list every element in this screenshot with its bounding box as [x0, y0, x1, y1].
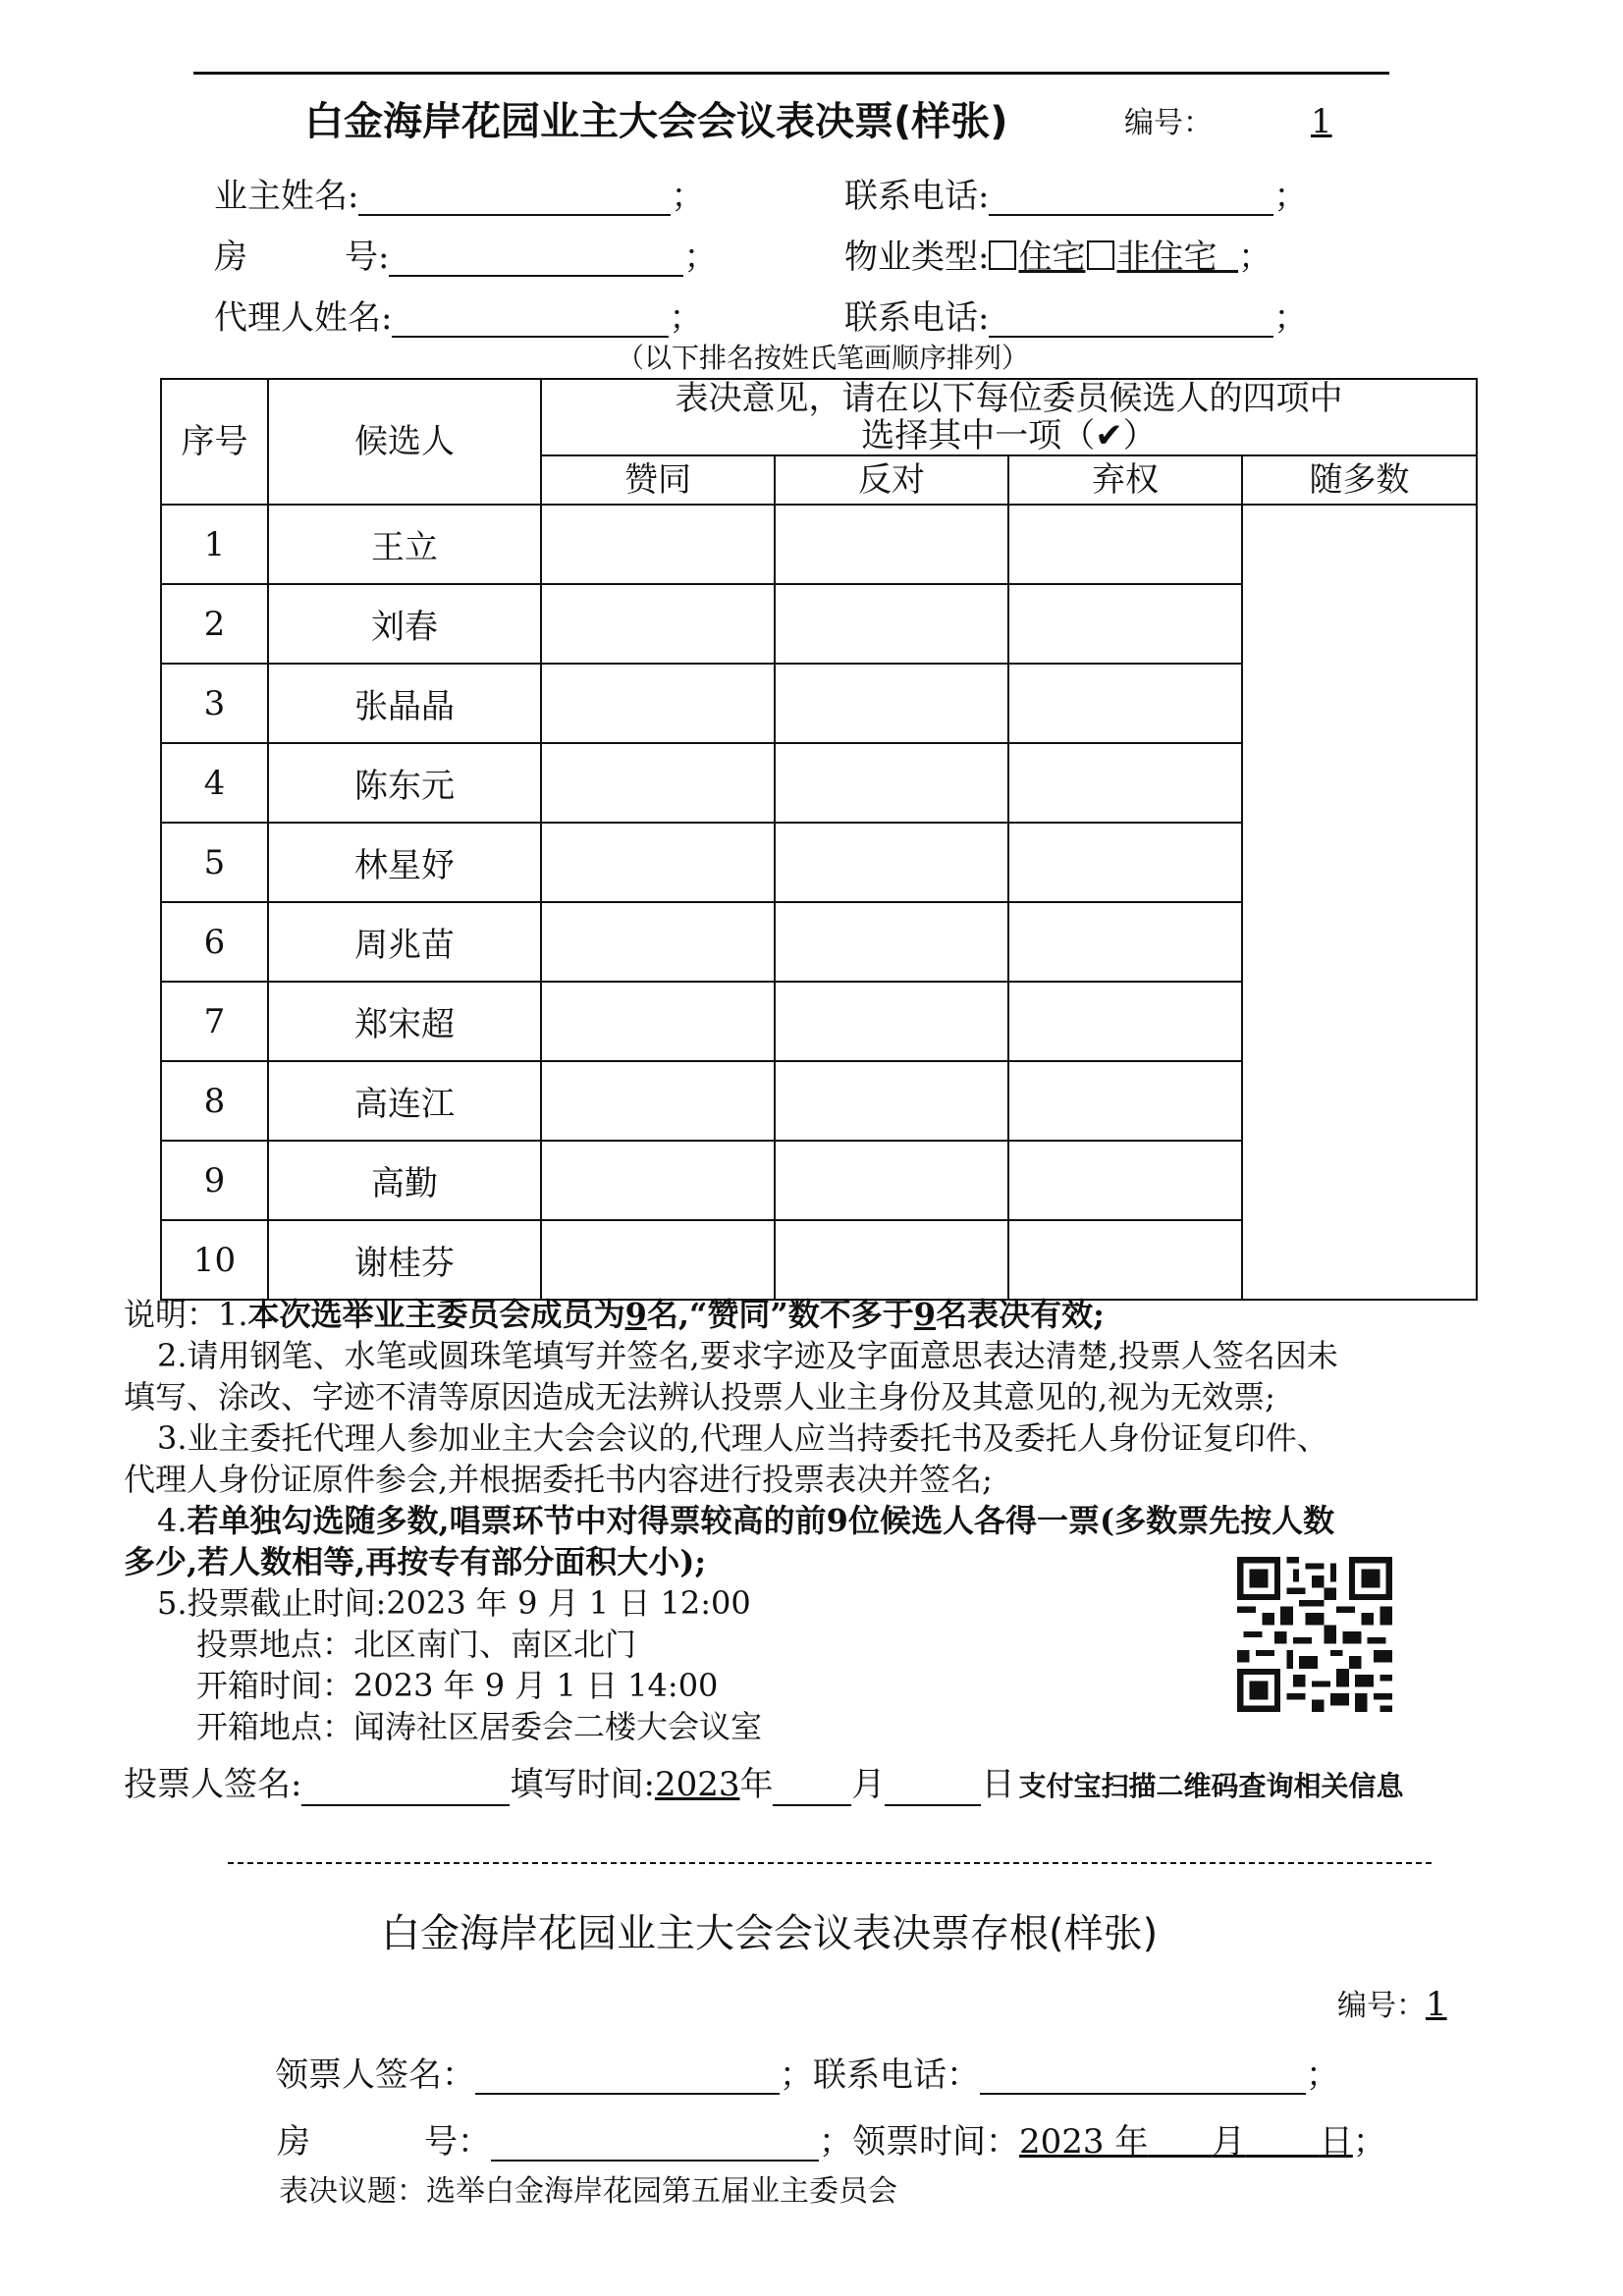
order-note: （以下排名按姓氏笔画顺序排列）: [617, 342, 1030, 374]
agree-cell[interactable]: [541, 1061, 775, 1141]
option-abstain-header: 弃权: [1008, 455, 1242, 505]
stub-phone-label: 联系电话：: [813, 2056, 980, 2095]
phone-label-1: 联系电话:: [844, 177, 990, 216]
row-number: 1: [161, 505, 268, 584]
agree-cell[interactable]: [541, 584, 775, 664]
row-number: 9: [161, 1141, 268, 1220]
phone-field-2[interactable]: [989, 302, 1273, 338]
oppose-cell[interactable]: [775, 505, 1008, 584]
semicolon: ；: [780, 2056, 813, 2095]
agree-cell[interactable]: [541, 1141, 775, 1220]
note-5a: 5.投票截止时间:2023 年 9 月 1 日 12:00: [157, 1584, 751, 1622]
candidate-name: 高连江: [268, 1061, 541, 1141]
agree-cell[interactable]: [541, 505, 775, 584]
receive-time-label: 领票时间：: [852, 2122, 1019, 2162]
oppose-cell[interactable]: [775, 902, 1008, 982]
vote-table: [160, 378, 1478, 1301]
candidate-name: 张晶晶: [268, 664, 541, 743]
note-2a: 2.请用钢笔、水笔或圆珠笔填写并签名,要求字迹及字面意思表达清楚,投票人签名因未: [157, 1337, 1338, 1374]
stub-serial-label: 编号：: [1337, 1989, 1426, 2023]
note-1-text-b: 名,“赞同”数不多于: [646, 1296, 914, 1333]
note-5b: 投票地点：北区南门、南区北门: [196, 1626, 637, 1663]
top-rule: [193, 72, 1389, 75]
month-unit: 月: [851, 1765, 886, 1804]
semicolon: ；: [1273, 177, 1308, 216]
abstain-cell[interactable]: [1008, 902, 1242, 982]
note-4b: 多少,若人数相等,再按专有部分面积大小);: [124, 1543, 707, 1580]
receive-month: 月: [1212, 2122, 1246, 2162]
follow-majority-cell[interactable]: [1242, 505, 1477, 1300]
abstain-cell[interactable]: [1008, 823, 1242, 902]
note-1-prefix: 说明：1.: [124, 1296, 248, 1333]
agent-name-row: [214, 298, 702, 338]
phone-label-2: 联系电话:: [844, 298, 990, 338]
serial-label: 编号：: [1124, 106, 1213, 140]
room-label-b: 号:: [345, 238, 390, 277]
note-2b: 填写、涂改、字迹不清等原因造成无法辨认投票人业主身份及其意见的,视为无效票;: [124, 1378, 1275, 1415]
stub-phone-field[interactable]: [980, 2059, 1306, 2095]
stub-sign-row: [275, 2056, 1339, 2095]
candidate-name: 高勤: [268, 1141, 541, 1220]
row-number: 4: [161, 743, 268, 823]
agree-cell[interactable]: [541, 982, 775, 1061]
note-4-num: 4.: [157, 1502, 188, 1539]
oppose-cell[interactable]: [775, 982, 1008, 1061]
year-unit: 年: [739, 1765, 774, 1804]
semicolon: ；: [671, 177, 705, 216]
cut-line: [228, 1862, 1432, 1864]
oppose-cell[interactable]: [775, 743, 1008, 823]
candidate-name: 林星妤: [268, 823, 541, 902]
room-row: [214, 238, 717, 277]
abstain-cell[interactable]: [1008, 664, 1242, 743]
row-number: 3: [161, 664, 268, 743]
abstain-cell[interactable]: [1008, 1141, 1242, 1220]
phone-row-2: [844, 298, 1307, 338]
note-3b: 代理人身份证原件参会,并根据委托书内容进行投票表决并签名;: [124, 1461, 993, 1498]
row-number: 2: [161, 584, 268, 664]
semicolon: ；: [669, 298, 703, 338]
note-3a: 3.业主委托代理人参加业主大会会议的,代理人应当持委托书及委托人身份证复印件、: [157, 1419, 1328, 1457]
opinion-header: [541, 379, 1477, 455]
owner-name-label: 业主姓名:: [214, 177, 359, 216]
semicolon: ；: [1352, 2122, 1386, 2162]
stub-room-row: [277, 2122, 1386, 2162]
receive-year: 2023 年: [1019, 2122, 1149, 2162]
sign-row: [124, 1765, 1403, 1806]
abstain-cell[interactable]: [1008, 982, 1242, 1061]
note-1: [124, 1296, 1105, 1333]
option-follow-header: 随多数: [1242, 455, 1477, 505]
col-header-candidate: 候选人: [268, 379, 541, 505]
owner-name-field[interactable]: [358, 181, 671, 216]
note-5d: 开箱地点：闻涛社区居委会二楼大会议室: [196, 1708, 763, 1745]
row-number: 10: [161, 1220, 268, 1300]
fill-month-field[interactable]: [773, 1771, 851, 1806]
oppose-cell[interactable]: [775, 823, 1008, 902]
residential-label: 住宅: [1018, 238, 1086, 277]
semicolon: ；: [819, 2122, 852, 2162]
agree-cell[interactable]: [541, 664, 775, 743]
note-5c: 开箱时间：2023 年 9 月 1 日 14:00: [196, 1667, 719, 1704]
opinion-line-1: 表决意见，请在以下每位委员候选人的四项中: [675, 379, 1343, 418]
stub-room-field[interactable]: [491, 2126, 819, 2162]
stub-room-label-b: 号：: [424, 2122, 491, 2162]
semicolon: ；: [1306, 2056, 1339, 2095]
oppose-cell[interactable]: [775, 1141, 1008, 1220]
candidate-name: 陈东元: [268, 743, 541, 823]
serial-value: 1: [1311, 102, 1332, 141]
receiver-sign-field[interactable]: [475, 2059, 780, 2095]
fill-time-label: 填写时间:: [510, 1765, 655, 1804]
stub-room-label-a: 房: [277, 2122, 310, 2162]
note-4-text-a: 若单独勾选随多数,唱票环节中对得票较高的前9位候选人各得一票(多数票先按人数: [187, 1502, 1335, 1539]
note-1-text-a: 本次选举业主委员会成员为: [247, 1296, 625, 1333]
oppose-cell[interactable]: [775, 664, 1008, 743]
fill-day-field[interactable]: [885, 1771, 981, 1806]
abstain-cell[interactable]: [1008, 1220, 1242, 1300]
agent-name-label: 代理人姓名:: [214, 298, 393, 338]
candidate-name: 谢桂芬: [268, 1220, 541, 1300]
phone-row-1: [844, 177, 1307, 216]
semicolon: ；: [683, 238, 718, 277]
receive-time-value[interactable]: [1019, 2122, 1353, 2162]
abstain-cell[interactable]: [1008, 584, 1242, 664]
option-oppose-header: 反对: [775, 455, 1008, 505]
row-number: 8: [161, 1061, 268, 1141]
abstain-cell[interactable]: [1008, 505, 1242, 584]
qr-caption: 支付宝扫描二维码查询相关信息: [1018, 1770, 1404, 1802]
oppose-cell[interactable]: [775, 1220, 1008, 1300]
room-label-a: 房: [214, 238, 247, 277]
candidate-name: 周兆苗: [268, 902, 541, 982]
voter-sign-label: 投票人签名:: [124, 1765, 302, 1804]
property-type-row: [844, 238, 1271, 277]
agree-cell[interactable]: [541, 743, 775, 823]
agree-cell[interactable]: [541, 902, 775, 982]
oppose-cell[interactable]: [775, 584, 1008, 664]
candidate-name: 刘春: [268, 584, 541, 664]
receiver-sign-label: 领票人签名：: [275, 2056, 475, 2095]
agent-name-field[interactable]: [392, 302, 669, 338]
receive-day: 日: [1319, 2122, 1353, 2162]
phone-field-1[interactable]: [989, 181, 1273, 216]
abstain-cell[interactable]: [1008, 1061, 1242, 1141]
stub-serial: [1337, 1985, 1447, 2026]
table-row: [161, 505, 1477, 584]
oppose-cell[interactable]: [775, 1061, 1008, 1141]
ballot-title: 白金海岸花园业主大会会议表决票(样张): [304, 99, 1008, 144]
stub-serial-value: 1: [1426, 1985, 1447, 2024]
candidate-name: 郑宋超: [268, 982, 541, 1061]
row-number: 5: [161, 823, 268, 902]
note-1-num-1: 9: [624, 1296, 647, 1333]
owner-name-row: [214, 177, 704, 216]
room-field[interactable]: [389, 241, 683, 277]
note-1-num-2: 9: [913, 1296, 937, 1333]
fill-year[interactable]: 2023: [654, 1765, 740, 1804]
agree-cell[interactable]: [541, 1220, 775, 1300]
stub-motion: 表决议题：选举白金海岸花园第五届业主委员会: [279, 2174, 897, 2209]
row-number: 7: [161, 982, 268, 1061]
col-header-seq: 序号: [161, 379, 268, 505]
note-1-text-c: 名表决有效;: [936, 1296, 1105, 1333]
candidate-name: 王立: [268, 505, 541, 584]
row-number: 6: [161, 902, 268, 982]
property-type-label: 物业类型:: [844, 238, 990, 277]
option-agree-header: 赞同: [541, 455, 775, 505]
stub-title: 白金海岸花园业主大会会议表决票存根(样张): [381, 1911, 1159, 1956]
semicolon: ；: [1238, 238, 1272, 277]
non-residential-checkbox[interactable]: [1087, 240, 1114, 270]
abstain-cell[interactable]: [1008, 743, 1242, 823]
semicolon: ；: [1273, 298, 1308, 338]
agree-cell[interactable]: [541, 823, 775, 902]
property-type-options: [989, 238, 1238, 277]
voter-sign-field[interactable]: [301, 1771, 510, 1806]
residential-checkbox[interactable]: [989, 240, 1016, 270]
note-4a: [157, 1502, 1334, 1539]
qr-code: [1237, 1557, 1392, 1712]
opinion-line-2: 选择其中一项（✔）: [861, 416, 1157, 455]
day-unit: 日: [981, 1765, 1015, 1804]
non-residential-label: 非住宅: [1116, 238, 1217, 277]
